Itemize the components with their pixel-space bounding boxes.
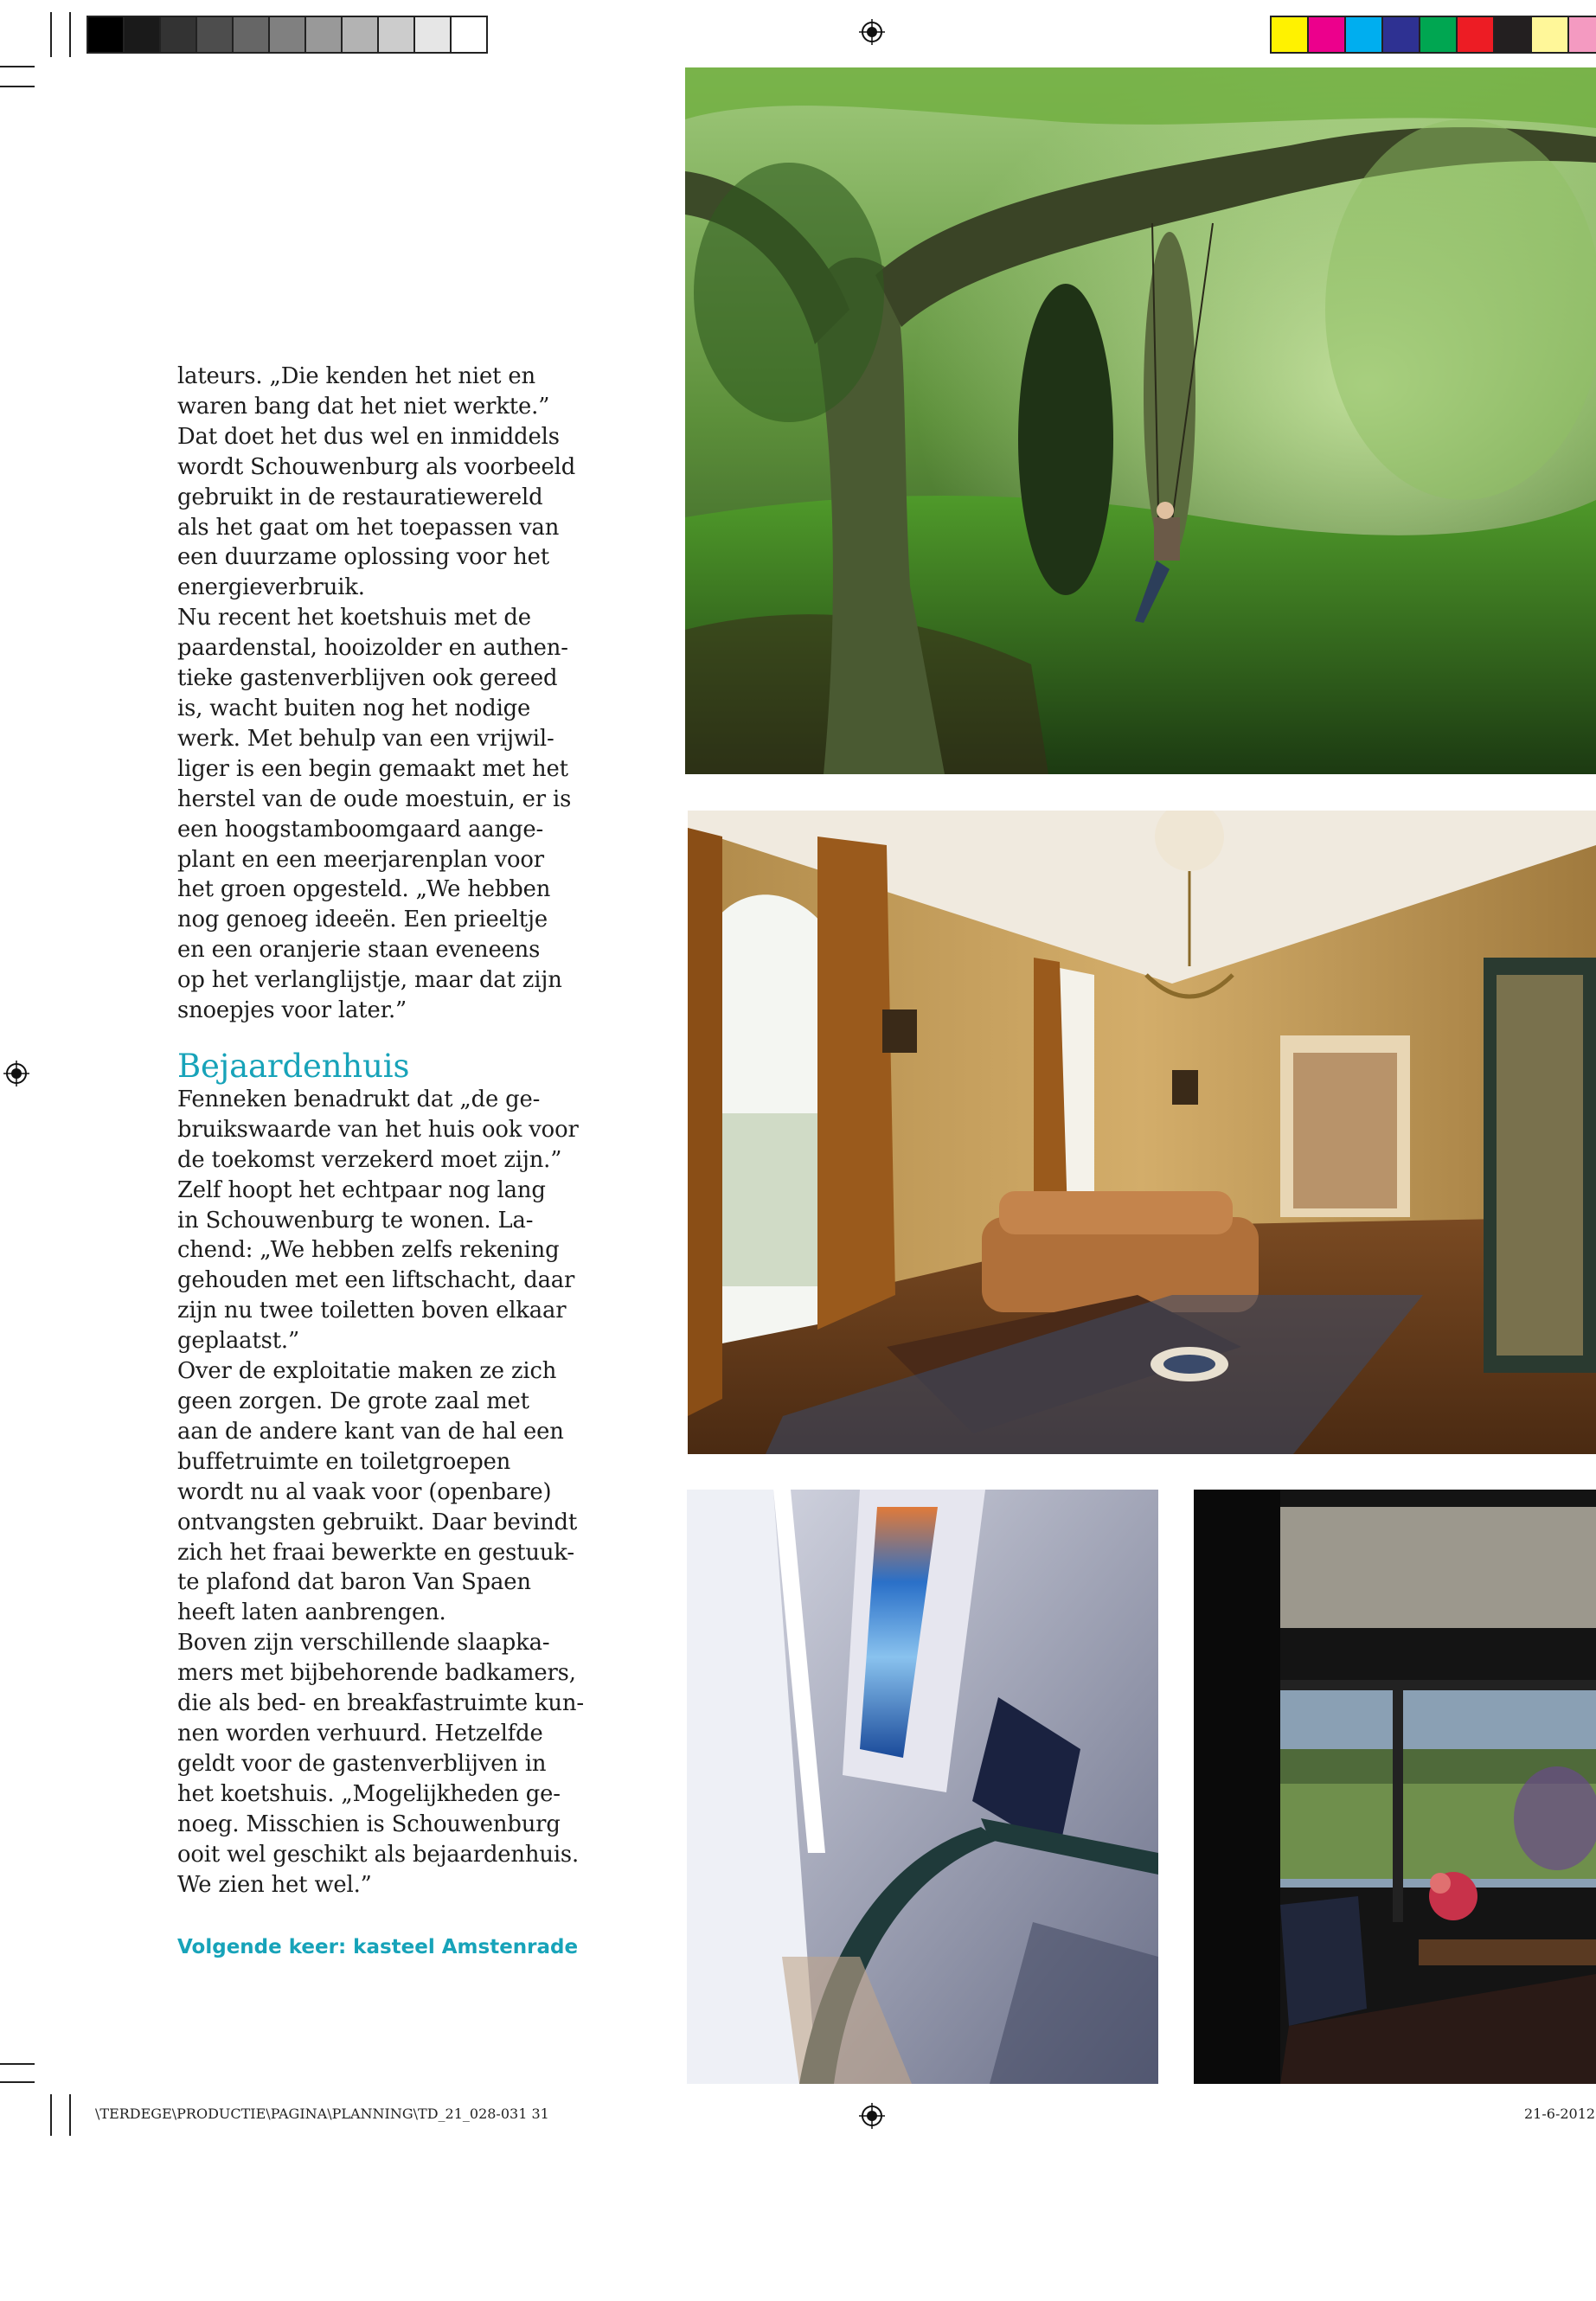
text-line: zijn nu twee toiletten boven elkaar [177, 1298, 567, 1324]
photo-living-room [688, 811, 1596, 1454]
crop-mark [0, 66, 35, 67]
text-line: liger is een begin gemaakt met het [177, 755, 568, 782]
text-line: te plafond dat baron Van Spaen [177, 1569, 531, 1596]
text-line: nog genoeg ideeën. Een prieeltje [177, 907, 548, 933]
paragraph [177, 1628, 584, 1900]
registration-mark-icon [859, 2103, 885, 2129]
text-line: wordt nu al vaak voor (openbare) [177, 1478, 552, 1505]
text-line: zich het fraai bewerkte en gestuuk- [177, 1539, 574, 1566]
production-date: 21-6-2012 [1524, 2106, 1596, 2122]
text-line: snoepjes voor later.” [177, 997, 407, 1024]
text-line: ontvangsten gebruikt. Daar bevindt [177, 1509, 578, 1535]
gray-swatch [197, 17, 234, 52]
text-line: een duurzame oplossing voor het [177, 544, 549, 571]
text-line: wordt Schouwenburg als voorbeeld [177, 453, 576, 480]
garden-view-image [1194, 1490, 1596, 2084]
gray-swatch [379, 17, 415, 52]
paragraph [177, 1085, 579, 1356]
next-episode-note: Volgende keer: kasteel Amstenrade [177, 1936, 579, 1958]
text-line: een hoogstamboomgaard aange- [177, 816, 544, 843]
text-line: Fenneken benadrukt dat „de ge- [177, 1086, 541, 1112]
article-text-column [177, 362, 584, 1900]
tree-swing-image [685, 67, 1596, 774]
crop-mark [69, 12, 71, 57]
crop-mark [0, 86, 35, 87]
text-line: de toekomst verzekerd moet zijn.” [177, 1146, 562, 1173]
text-line: chend: „We hebben zelfs rekening [177, 1237, 560, 1264]
text-line: heeft laten aanbrengen. [177, 1599, 446, 1626]
color-swatch [1458, 17, 1495, 52]
grayscale-calibration-bar [87, 16, 488, 54]
text-line: in Schouwenburg te wonen. La- [177, 1207, 534, 1234]
text-line: tieke gastenverblijven ook gereed [177, 665, 558, 692]
process-color-bar [1270, 16, 1596, 54]
text-line: energieverbruik. [177, 574, 365, 601]
crop-mark [50, 12, 52, 57]
gray-swatch [306, 17, 343, 52]
photo-tree-swing [685, 67, 1596, 774]
text-line: aan de andere kant van de hal een [177, 1418, 564, 1445]
text-line: is, wacht buiten nog het nodige [177, 695, 531, 721]
paragraph [177, 362, 576, 603]
registration-mark-icon [3, 1061, 29, 1086]
gray-swatch [343, 17, 379, 52]
gray-swatch [234, 17, 270, 52]
crop-mark [69, 2094, 71, 2136]
text-line: ooit wel geschikt als bejaardenhuis. [177, 1841, 580, 1868]
production-slug: \TERDEGE\PRODUCTIE\PAGINA\PLANNING\TD_21_028-031 31 [95, 2106, 549, 2122]
gray-swatch [88, 17, 125, 52]
section-heading: Bejaardenhuis [177, 1047, 410, 1085]
text-line: We zien het wel.” [177, 1871, 372, 1898]
gray-swatch [452, 17, 486, 52]
gray-swatch [415, 17, 452, 52]
photo-staircase [687, 1490, 1158, 2084]
text-line: Dat doet het dus wel en inmiddels [177, 423, 560, 450]
color-swatch [1420, 17, 1458, 52]
registration-mark-icon [859, 19, 885, 45]
staircase-image [687, 1490, 1158, 2084]
text-line: nen worden verhuurd. Hetzelfde [177, 1720, 543, 1747]
text-line: gehouden met een liftschacht, daar [177, 1267, 575, 1294]
text-line: waren bang dat het niet werkte.” [177, 393, 550, 420]
color-swatch [1272, 17, 1309, 52]
text-line: op het verlanglijstje, maar dat zijn [177, 967, 562, 994]
text-line: geen zorgen. De grote zaal met [177, 1388, 529, 1414]
text-line: plant en een meerjarenplan voor [177, 846, 544, 873]
crop-mark [0, 2081, 35, 2083]
text-line: lateurs. „Die kenden het niet en [177, 363, 535, 389]
text-line: als het gaat om het toepassen van [177, 514, 560, 541]
color-swatch [1495, 17, 1532, 52]
text-line: werk. Met behulp van een vrijwil- [177, 725, 554, 752]
text-line: noeg. Misschien is Schouwenburg [177, 1811, 561, 1837]
text-line: die als bed- en breakfastruimte kun- [177, 1690, 584, 1717]
gray-swatch [270, 17, 306, 52]
living-room-image [688, 811, 1596, 1454]
crop-mark [50, 2094, 52, 2136]
text-line: en een oranjerie staan eveneens [177, 937, 541, 964]
text-line: Over de exploitatie maken ze zich [177, 1358, 557, 1385]
paragraph [177, 603, 572, 1026]
color-swatch [1346, 17, 1383, 52]
color-swatch [1309, 17, 1346, 52]
text-line: Zelf hoopt het echtpaar nog lang [177, 1176, 546, 1203]
text-line: het koetshuis. „Mogelijkheden ge- [177, 1780, 561, 1807]
text-line: Boven zijn verschillende slaapka- [177, 1630, 550, 1657]
text-line: geplaatst.” [177, 1328, 300, 1355]
text-line: herstel van de oude moestuin, er is [177, 785, 572, 812]
color-swatch [1383, 17, 1420, 52]
text-line: gebruikt in de restauratiewereld [177, 484, 543, 510]
text-line: geldt voor de gastenverblijven in [177, 1750, 547, 1777]
gray-swatch [125, 17, 161, 52]
text-line: paardenstal, hooizolder en authen- [177, 635, 568, 662]
gray-swatch [161, 17, 197, 52]
paragraph [177, 1356, 578, 1628]
color-swatch [1532, 17, 1569, 52]
text-line: buffetruimte en toiletgroepen [177, 1448, 511, 1475]
text-line: bruikswaarde van het huis ook voor [177, 1116, 579, 1143]
text-line: mers met bijbehorende badkamers, [177, 1660, 576, 1687]
color-swatch [1569, 17, 1596, 52]
text-line: Nu recent het koetshuis met de [177, 605, 531, 631]
text-line: het groen opgesteld. „We hebben [177, 876, 551, 903]
photo-garden-view [1194, 1490, 1596, 2084]
crop-mark [0, 2063, 35, 2065]
